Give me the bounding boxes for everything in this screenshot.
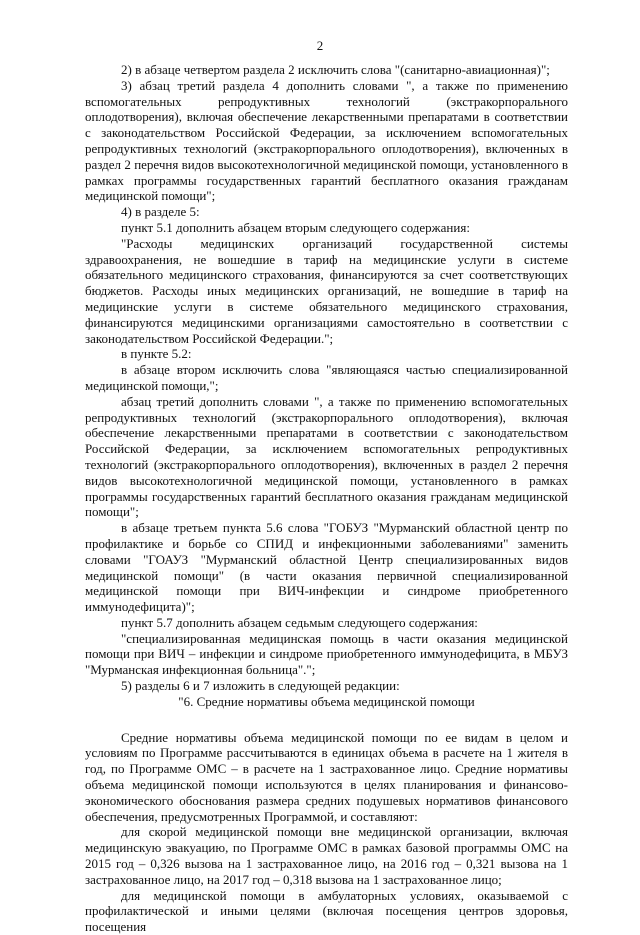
- paragraph: в абзаце третьем пункта 5.6 слова "ГОБУЗ "Мурманский областной центр по профилактике и борьбе со СПИД и инфекционными заболеваниями" заменить словами "ГОАУЗ "Мурманский областной Центр специализированных видов медицинской помощи" (в части оказания первичной специализированной медицинской помощи при ВИЧ-инфекции и синдроме приобретенного иммунодефицита)";: [85, 520, 568, 615]
- paragraph: для скорой медицинской помощи вне медицинской организации, включая медицинскую эвакуацию, по Программе ОМС в рамках базовой программы ОМС на 2015 год – 0,326 вызова на 1 застрахованное лицо, на 2016 год – 0,321 вызова на 1 застрахованное лицо, на 2017 год – 0,318 вызова на 1 застрахованное лицо;: [85, 824, 568, 887]
- paragraph: "специализированная медицинская помощь в части оказания медицинской помощи при ВИЧ – инфекции и синдроме приобретенного иммунодефицита, в МБУЗ "Мурманская инфекционная больница".";: [85, 630, 568, 678]
- paragraph: 3) абзац третий раздела 4 дополнить словами ", а также по применению вспомогательных репродуктивных технологий (экстракорпорального оплодотворения), включая обеспечение лекарственными препаратами в соответствии с законодательством Российской Федерации, за исключением вспомогательных репродуктивных технологий (экстракорпорального оплодотворения), включенных в раздел 2 перечня видов высокотехнологичной медицинской помощи, установленного в рамках программы государственных гарантий бесплатного оказания гражданам медицинской помощи";: [85, 77, 568, 204]
- paragraph: пункт 5.1 дополнить абзацем вторым следующего содержания:: [121, 219, 470, 235]
- paragraph: 5) разделы 6 и 7 изложить в следующей редакции:: [121, 678, 400, 694]
- paragraph: 2) в абзаце четвертом раздела 2 исключить слова "(санитарно-авиационная)";: [121, 62, 550, 77]
- page-number: 2: [316, 38, 324, 53]
- paragraph: в пункте 5.2:: [121, 346, 192, 362]
- paragraph: абзац третий дополнить словами ", а также по применению вспомогательных репродуктивных технологий (экстракорпорального оплодотворения), включая обеспечение лекарственными препаратами в соответствии с законодательством Российской Федерации, за исключением вспомогательных репродуктивных технологий (экстракорпорального оплодотворения), включенных в раздел 2 перечня видов высокотехнологичной медицинской помощи, установленного в рамках программы государственных гарантий бесплатного оказания гражданам медицинской помощи";: [85, 393, 568, 520]
- spacer: [85, 710, 568, 730]
- paragraph: 4) в разделе 5:: [121, 204, 200, 220]
- section-heading: "6. Средние нормативы объема медицинской помощи: [178, 693, 475, 709]
- paragraph: в абзаце втором исключить слова "являющаяся частью специализированной медицинской помощи,";: [85, 362, 568, 393]
- paragraph: для медицинской помощи в амбулаторных условиях, оказываемой с профилактической и иными целями (включая посещения центров здоровья, посещения: [85, 887, 568, 935]
- paragraph: Средние нормативы объема медицинской помощи по ее видам в целом и условиям по Программе рассчитываются в единицах объема в расчете на 1 жителя в год, по Программе ОМС – в расчете на 1 застрахованное лицо. Средние нормативы объема медицинской помощи используются в целях планирования и финансово-экономического обоснования размера средних подушевых нормативов финансового обеспечения, предусмотренных Программой, и составляют:: [85, 729, 568, 824]
- document-body: [85, 62, 568, 935]
- paragraph: "Расходы медицинских организаций государственной системы здравоохранения, не вошедшие в тариф на медицинские услуги в системе обязательного медицинского страхования, финансируются за счет соответствующих бюджетов. Расходы иных медицинских организаций, не вошедшие в тариф на медицинские услуги в системе обязательного медицинского страхования, финансируются медицинскими организациями самостоятельно в соответствии с законодательством Российской Федерации.";: [85, 235, 568, 346]
- paragraph: пункт 5.7 дополнить абзацем седьмым следующего содержания:: [121, 614, 478, 630]
